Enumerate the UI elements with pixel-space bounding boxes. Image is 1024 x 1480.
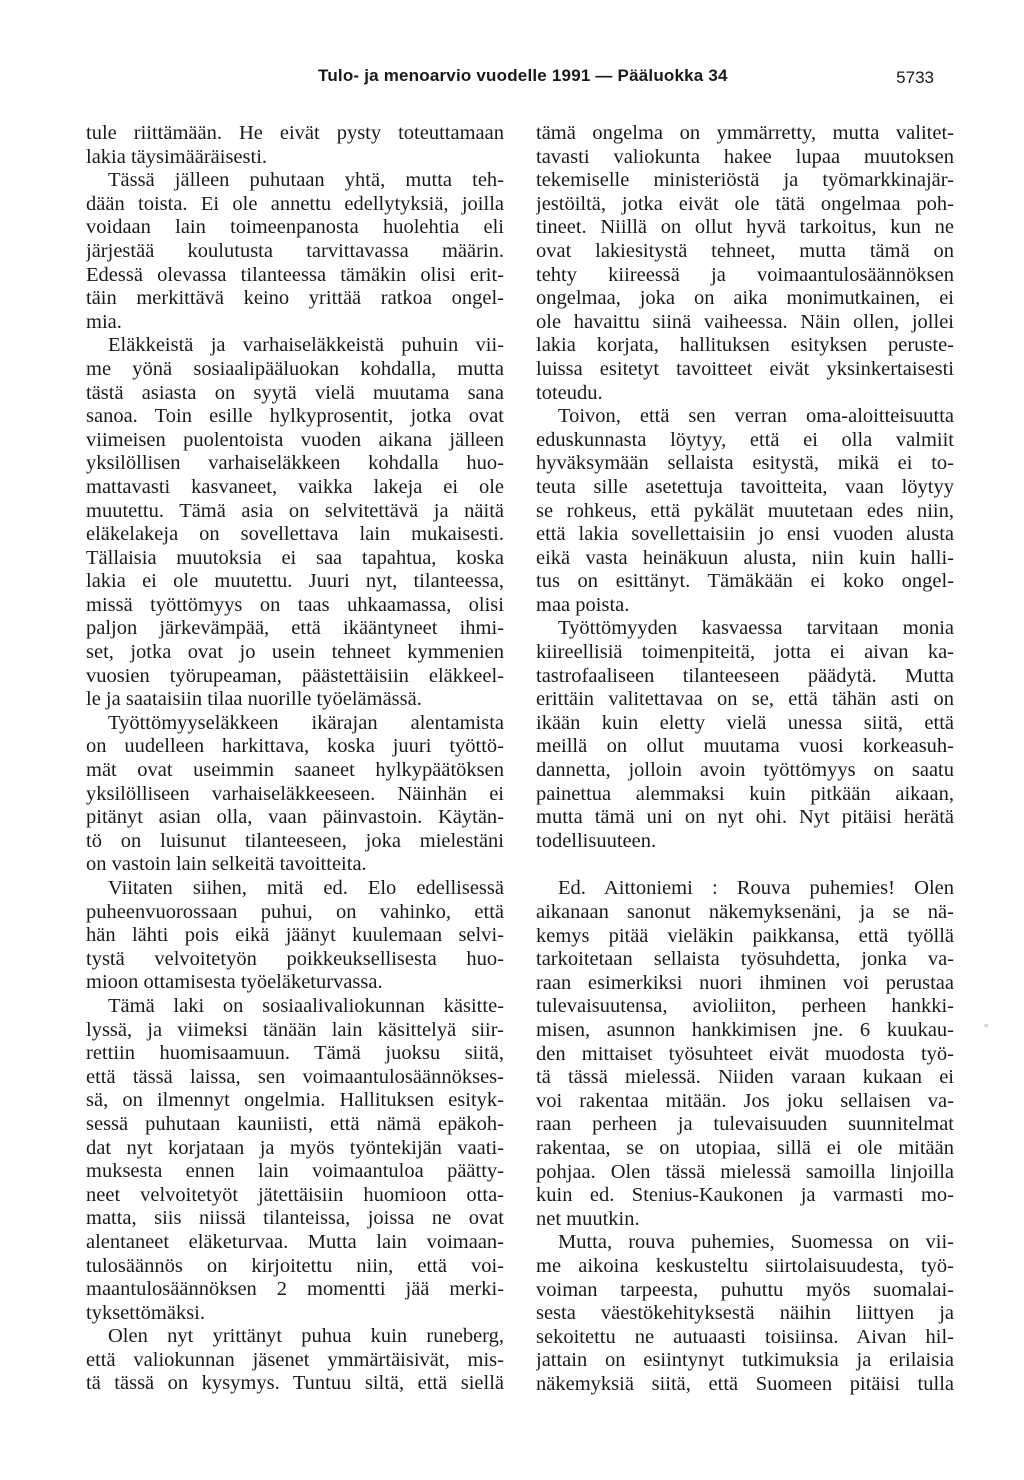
text-line: tastrofaaliseen tilanteeseen päädytä. Mutta xyxy=(536,664,954,687)
text-line: rettiin huomisaamuun. Tämä juoksu siitä, xyxy=(86,1042,504,1065)
left-column xyxy=(86,122,504,1396)
text-line: on vastoin lain selkeitä tavoitteita. xyxy=(86,853,367,876)
text-line: mioon ottamisesta työeläketurvassa. xyxy=(86,971,383,994)
text-line: on uudelleen harkittava, koska juuri työttö- xyxy=(86,735,504,758)
text-line: viimeisen puolentoista vuoden aikana jälleen xyxy=(86,428,504,451)
text-line: toteudu. xyxy=(536,381,603,404)
text-line: mia. xyxy=(86,310,122,333)
text-line: jattain on esiintynyt tutkimuksia ja erilaisia xyxy=(536,1349,954,1372)
text-line: Olen nyt yrittänyt puhua kuin runeberg, xyxy=(108,1325,504,1348)
text-line: Toivon, että sen verran oma-aloitteisuutta xyxy=(558,405,954,428)
text-line: muksesta ennen lain voimaantuloa päätty- xyxy=(86,1160,504,1183)
text-line: kuin ed. Stenius-Kaukonen ja varmasti mo- xyxy=(536,1184,954,1207)
text-line: järjestää koulutusta tarvittavassa määrin. xyxy=(86,239,504,262)
text-line: tö on luisunut tilanteeseen, joka mielestäni xyxy=(86,829,504,852)
text-line: ikään kuin eletty vielä unessa siitä, että xyxy=(536,711,954,734)
text-line: ovat lakiesitystä tehneet, mutta tämä on xyxy=(536,239,954,262)
text-line: tämä ongelma on ymmärretty, mutta valitet- xyxy=(536,122,954,144)
text-line: me yönä sosiaalipääluokan kohdalla, mutta xyxy=(86,357,504,380)
text-line: kiireellisiä toimenpiteitä, jotta ei aivan ka- xyxy=(536,641,954,664)
text-line: matta, siis niissä tilanteissa, joissa ne ovat xyxy=(86,1207,504,1230)
text-line: tystä velvoitetyön poikkeuksellisesta huo- xyxy=(86,947,504,970)
text-line: neet velvoitetyöt jätettäisiin huomioon otta- xyxy=(86,1183,504,1206)
text-line: että valiokunnan jäsenet ymmärtäisivät, mis- xyxy=(86,1348,504,1371)
text-line: Mutta, rouva puhemies, Suomessa on vii- xyxy=(558,1231,954,1254)
text-line: sä, on ilmennyt ongelmia. Hallituksen esityk- xyxy=(86,1089,504,1112)
text-line: vuosien työrupeaman, päästettäisiin eläkkeel- xyxy=(86,664,504,687)
text-line: tulosäännös on kirjoitettu niin, että voi- xyxy=(86,1254,504,1277)
text-line: Tämä laki on sosiaalivaliokunnan käsitte- xyxy=(108,994,504,1017)
margin-mark: ° xyxy=(984,1022,989,1034)
text-line: tus on esittänyt. Tämäkään ei koko ongel- xyxy=(536,570,954,593)
text-line: erittäin valitettavaa on se, että tähän asti on xyxy=(536,688,954,711)
text-line: yksilölliseen varhaiseläkkeeseen. Näinhän ei xyxy=(86,782,504,805)
text-line: dat nyt korjataan ja myös työntekijän vaati- xyxy=(86,1136,504,1159)
text-line: pitänyt asian olla, vaan päinvastoin. Käytän- xyxy=(86,806,504,829)
text-line: misen, asunnon hankkimisen jne. 6 kuukau- xyxy=(536,1018,954,1041)
text-line: tyksettömäksi. xyxy=(86,1301,206,1324)
text-line: voiman tarpeesta, puhuttu myös suomalai- xyxy=(536,1278,954,1301)
text-line: pohjaa. Olen tässä mielessä samoilla linjoilla xyxy=(536,1160,954,1183)
text-line: painettua alemmaksi kuin pitkään aikaan, xyxy=(536,782,954,805)
text-line: täin merkittävä keino yrittää ratkoa ongel- xyxy=(86,287,504,310)
text-line: Tällaisia muutoksia ei saa tapahtua, koska xyxy=(86,546,504,569)
text-line: eläkelakeja on sovellettava lain mukaisesti. xyxy=(86,523,504,546)
text-line: voi rakentaa mitään. Jos joku sellaisen va- xyxy=(536,1089,954,1112)
text-line: teuta sille asetettuja tavoitteita, vaan löytyy xyxy=(536,475,954,498)
text-line: meillä on ollut muutama vuosi korkeasuh- xyxy=(536,735,954,758)
text-line: Eläkkeistä ja varhaiseläkkeistä puhuin vii- xyxy=(108,334,504,357)
text-line: että lakia sovellettaisiin jo ensi vuoden alusta xyxy=(536,523,954,546)
text-line: Viitaten siihen, mitä ed. Elo edellisessä xyxy=(108,877,504,899)
text-line: lakia täysimääräisesti. xyxy=(86,145,268,168)
text-line: eduskunnasta löytyy, että ei olla valmiit xyxy=(536,428,954,451)
text-line: voidaan lain toimeenpanosta huolehtia eli xyxy=(86,216,504,239)
text-line: ongelmaa, joka on aika monimutkainen, ei xyxy=(536,287,954,310)
text-line: maantulosäännöksen 2 momentti jää merki- xyxy=(86,1278,504,1301)
text-line: näkemyksiä siitä, että Suomeen pitäisi tulla xyxy=(536,1372,954,1395)
text-line: missä työttömyys on taas uhkaamassa, olisi xyxy=(86,593,504,616)
text-line: jestöiltä, jotka eivät ole tätä ongelmaa poh- xyxy=(536,192,954,215)
text-line: tavasti valiokunta hakee lupaa muutoksen xyxy=(536,145,954,168)
text-line: le ja saataisiin tilaa nuorille työelämässä. xyxy=(86,688,422,711)
text-line: sesta väestökehityksestä näihin liittyen ja xyxy=(536,1302,954,1325)
text-line: tä tässä mielessä. Niiden varaan kukaan ei xyxy=(536,1066,954,1089)
text-line: mutta tämä uni on nyt ohi. Nyt pitäisi herätä xyxy=(536,806,954,829)
text-line: tineet. Niillä on ollut hyvä tarkoitus, kun ne xyxy=(536,216,954,239)
text-line: Tässä jälleen puhutaan yhtä, mutta teh- xyxy=(108,169,504,192)
text-line: set, jotka ovat jo usein tehneet kymmenien xyxy=(86,641,504,664)
text-line: tä tässä on kysymys. Tuntuu siltä, että siellä xyxy=(86,1372,504,1395)
text-line: Työttömyyseläkkeen ikärajan alentamista xyxy=(108,711,504,734)
text-line: sekoitettu ne autuaasti toisiinsa. Aivan hil- xyxy=(536,1325,954,1348)
page-header xyxy=(0,66,1024,96)
paragraph-gap xyxy=(536,853,954,877)
text-line: tekemiselle ministeriöstä ja työmarkkinajär- xyxy=(536,169,954,192)
text-line: lyssä, ja viimeksi tänään lain käsittelyä siir- xyxy=(86,1018,504,1041)
text-line: mät ovat useimmin saaneet hylkypäätöksen xyxy=(86,759,504,782)
text-line: tästä asiasta on syytä vielä muutama sana xyxy=(86,381,504,404)
text-line: tulevaisuutensa, avioliiton, perheen hankki- xyxy=(536,995,954,1018)
text-line: yksilöllisen varhaiseläkkeen kohdalla huo- xyxy=(86,452,504,475)
running-head: Tulo- ja menoarvio vuodelle 1991 — Pääluokka 34 xyxy=(318,66,728,85)
text-line: rakentaa, se on utopiaa, sillä ei ole mitään xyxy=(536,1136,954,1159)
page-number: 5733 xyxy=(896,68,934,87)
text-line: sanoa. Toin esille hylkyprosentit, jotka ovat xyxy=(86,405,504,428)
text-line: maa poista. xyxy=(536,593,630,616)
text-line: mattavasti kasvaneet, vaikka lakeja ei ole xyxy=(86,475,504,498)
text-line: alentaneet eläketurvaa. Mutta lain voimaan- xyxy=(86,1230,504,1253)
text-line: ole havaittu siinä vaiheessa. Näin ollen, jollei xyxy=(536,310,954,333)
text-line: hyväksymään sellaista esitystä, mikä ei to- xyxy=(536,452,954,475)
text-line: sessä puhutaan kauniisti, että nämä epäkoh- xyxy=(86,1112,504,1135)
text-line: lakia korjata, hallituksen esityksen peruste- xyxy=(536,334,954,357)
text-line: aikanaan sanonut näkemyksenäni, ja se nä- xyxy=(536,901,954,923)
text-line: net muutkin. xyxy=(536,1207,640,1230)
text-line: todellisuuteen. xyxy=(536,829,657,852)
text-line: kemys pitää vieläkin paikkansa, että työllä xyxy=(536,924,954,947)
text-line: dään toista. Ei ole annettu edellytyksiä, joilla xyxy=(86,192,504,215)
text-line: me aikoina keskusteltu siirtolaisuudesta, työ- xyxy=(536,1254,954,1277)
text-line: puheenvuorossaan puhui, on vahinko, että xyxy=(86,900,504,923)
text-line: Edessä olevassa tilanteessa tämäkin olisi erit- xyxy=(86,263,504,286)
text-line: Työttömyyden kasvaessa tarvitaan monia xyxy=(558,617,954,640)
text-line: luissa esitetyt tavoitteet eivät yksinkertaisesti xyxy=(536,357,954,380)
text-line: hän lähti pois eikä jäänyt kuulemaan selvi- xyxy=(86,924,504,947)
text-line: lakia ei ole muutettu. Juuri nyt, tilanteessa, xyxy=(86,570,504,593)
text-line: tarkoitetaan sellaista työsuhdetta, jonka va- xyxy=(536,948,954,971)
text-line: tule riittämään. He eivät pysty toteuttamaan xyxy=(86,122,504,144)
text-line: Ed. Aittoniemi : Rouva puhemies! Olen xyxy=(558,877,954,900)
text-line: tehty kiireessä ja voimaantulosäännöksen xyxy=(536,263,954,286)
text-line: eikä vasta heinäkuun alusta, niin kuin halli- xyxy=(536,546,954,569)
text-line: dannetta, jolloin avoin työttömyys on saatu xyxy=(536,759,954,782)
text-line: raan perheen ja tulevaisuuden suunnitelmat xyxy=(536,1113,954,1136)
text-line: paljon järkevämpää, että ikääntyneet ihmi- xyxy=(86,617,504,640)
text-line: muutettu. Tämä asia on selvitettävä ja näitä xyxy=(86,499,504,522)
right-column xyxy=(536,122,954,1396)
text-line: raan esimerkiksi nuori ihminen voi perustaa xyxy=(536,971,954,994)
text-line: se rohkeus, että pykälät muutetaan edes niin, xyxy=(536,499,954,522)
text-line: den mittaiset työsuhteet eivät muodosta työ- xyxy=(536,1042,954,1065)
text-line: että tässä laissa, sen voimaantulosäännökses- xyxy=(86,1065,504,1088)
